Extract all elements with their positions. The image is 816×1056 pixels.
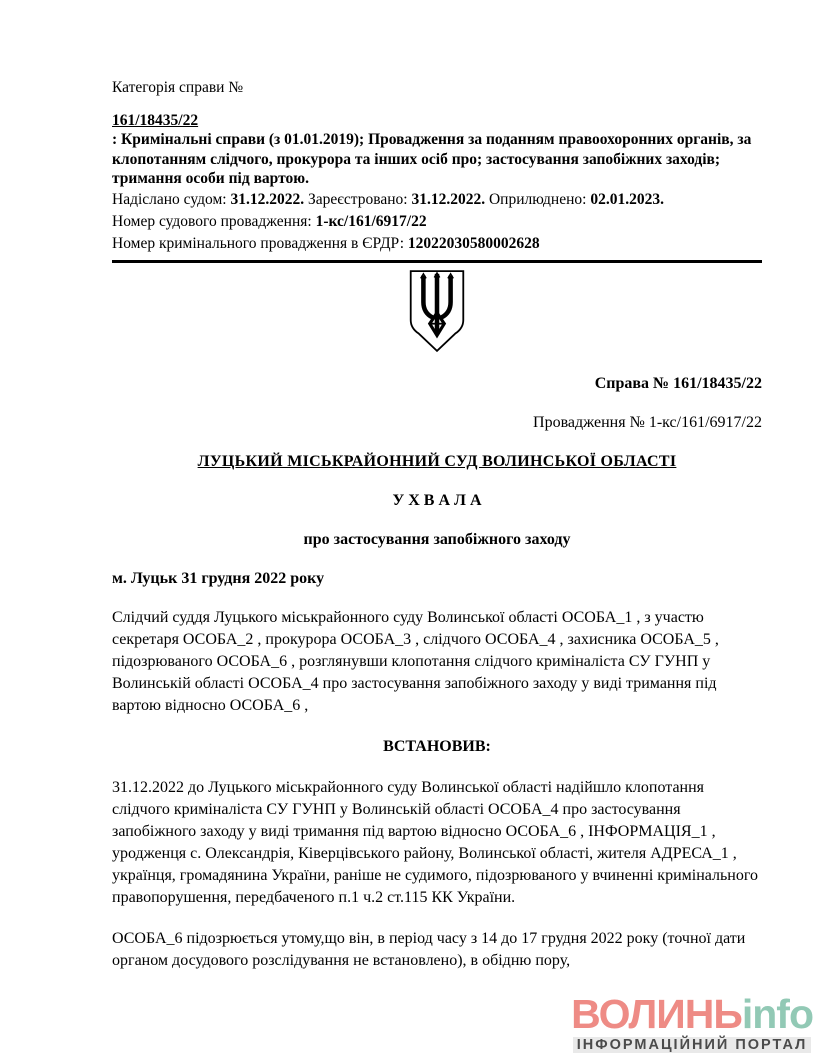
watermark-brand-secondary: info <box>741 990 813 1037</box>
watermark-brand <box>571 990 813 1037</box>
dates-line <box>112 189 762 211</box>
erdr-label: Номер кримінального провадження в ЄРДР: <box>112 234 405 252</box>
registered-date: 31.12.2022. <box>411 190 486 208</box>
place-and-date: м. Луцьк 31 грудня 2022 року <box>112 569 325 587</box>
proceeding-reference: Провадження № 1-кс/161/6917/22 <box>533 413 762 431</box>
category-description: : Кримінальні справи (з 01.01.2019); Провадження за поданням правоохоронних органів, за клопотанням слідчого, прокурора та інших осіб про; застосування запобіжних заходів; тримання особи під вартою. <box>112 131 752 187</box>
case-reference: Справа № 161/18435/22 <box>594 374 762 392</box>
established-heading: ВСТАНОВИВ: <box>383 737 491 755</box>
sent-date: 31.12.2022. <box>230 190 305 208</box>
body-paragraph-1: 31.12.2022 до Луцького міськрайонного суду Волинської області надійшло клопотання слідчого криміналіста СУ ГУНП у Волинській області ОСОБА_4 про застосування запобіжного заходу у виді тримання під вартою відносно ОСОБА_6 , ІНФОРМАЦІЯ_1 , уродженця с. Олександрія, Ківерцівського району, Волинської області, жителя АДРЕСА_1 , українця, громадянина України, раніше не судимого, підозрюваного у вчиненні кримінального правопорушення, передбаченого п.1 ч.2 ст.115 КК України. <box>112 778 759 906</box>
published-date: 02.01.2023. <box>590 190 664 208</box>
proceeding-label: Номер судового провадження: <box>112 212 312 230</box>
erdr-number-line <box>112 233 762 255</box>
ukraine-trident-icon <box>408 269 466 353</box>
body-paragraph-2: ОСОБА_6 підозрюється утому,що він, в період часу з 14 до 17 грудня 2022 року (точної дати органом досудового розслідування не встановлено), в обідню пору, <box>112 929 746 969</box>
registered-label: Зареєстровано: <box>307 190 408 208</box>
category-label: Категорія справи № <box>112 79 244 96</box>
proceeding-number-line <box>112 211 762 233</box>
published-label: Оприлюднено: <box>488 190 587 208</box>
document-subject: про застосування запобіжного заходу <box>303 530 571 548</box>
intro-paragraph: Слідчий суддя Луцького міськрайонного суду Волинської області ОСОБА_1 , з участю секретаря ОСОБА_2 , прокурора ОСОБА_3 , слідчого ОСОБА_4 , захисника ОСОБА_5 , підозрюваного ОСОБА_6 , розглянувши клопотання слідчого криміналіста СУ ГУНП у Волинській області ОСОБА_4 про застосування запобіжного заходу у виді тримання під вартою відносно ОСОБА_6 , <box>112 608 719 714</box>
header-divider <box>112 260 762 263</box>
proceeding-number: 1-кс/161/6917/22 <box>315 212 427 230</box>
case-number-link[interactable]: 161/18435/22 <box>112 112 199 129</box>
watermark-subtitle: ІНФОРМАЦІЙНИЙ ПОРТАЛ <box>573 1037 812 1054</box>
document-type-heading: У Х В А Л А <box>392 491 482 509</box>
volyninfo-watermark <box>571 990 813 1054</box>
court-name-title: ЛУЦЬКИЙ МІСЬКРАЙОННИЙ СУД ВОЛИНСЬКОЇ ОБЛАСТІ <box>197 452 677 470</box>
ukraine-trident-emblem <box>112 269 762 351</box>
watermark-brand-primary: ВОЛИНЬ <box>571 990 742 1037</box>
sent-label: Надіслано судом: <box>112 190 227 208</box>
registry-header <box>112 78 762 255</box>
erdr-number: 12022030580002628 <box>407 234 540 252</box>
case-number-line <box>112 111 762 130</box>
